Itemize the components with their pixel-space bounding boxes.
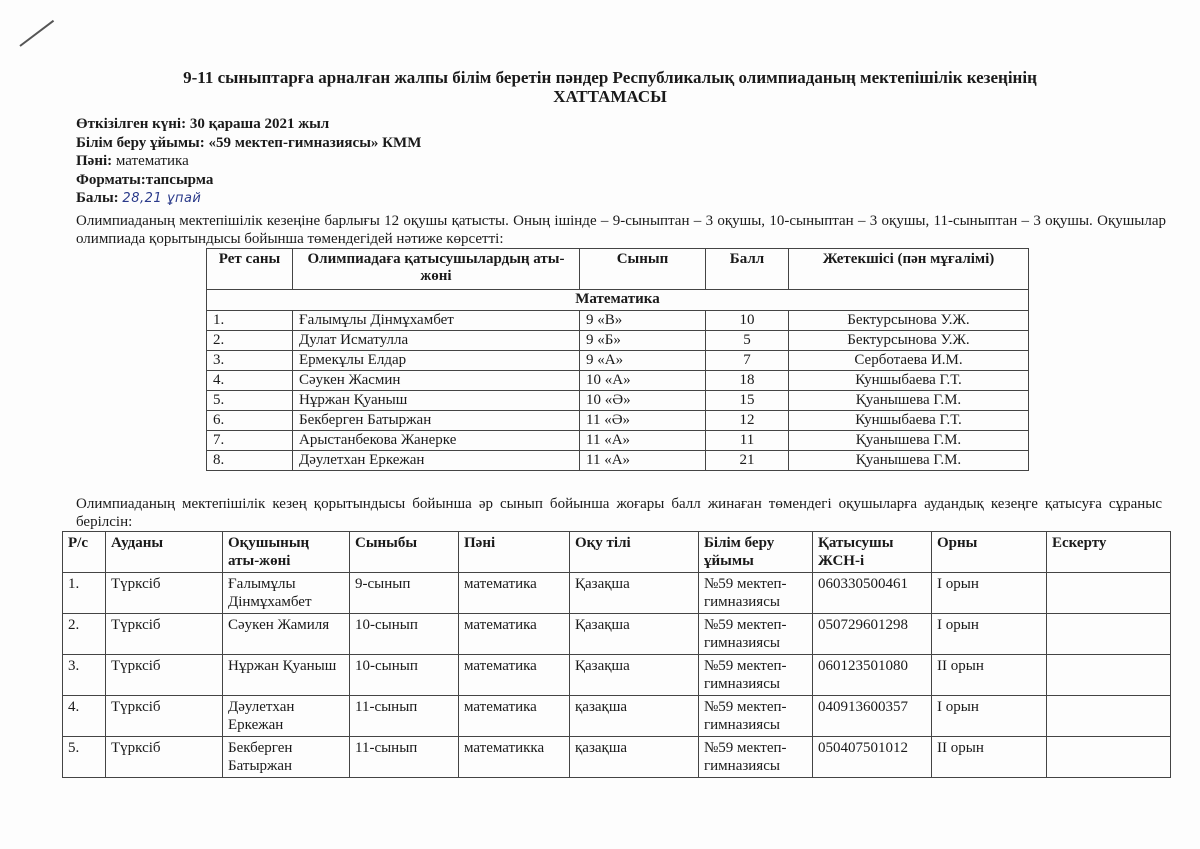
cell-score: 11 xyxy=(706,431,789,451)
subject-cell: Математика xyxy=(207,290,1029,311)
cell-index: 4. xyxy=(63,696,106,737)
cell-teacher: Куншыбаева Г.Т. xyxy=(789,411,1029,431)
cell-name: Бекберген Батыржан xyxy=(293,411,580,431)
cell-grade: 10-сынып xyxy=(350,655,459,696)
cell-teacher: Серботаева И.М. xyxy=(789,351,1029,371)
document-title xyxy=(60,68,1160,106)
table-row xyxy=(63,614,1171,655)
cell-order: 1. xyxy=(207,311,293,331)
cell-score: 5 xyxy=(706,331,789,351)
cell-teacher: Қуанышева Г.М. xyxy=(789,431,1029,451)
cell-name: Ермекұлы Елдар xyxy=(293,351,580,371)
cell-iin: 060123501080 xyxy=(813,655,932,696)
cell-language: Қазақша xyxy=(570,655,699,696)
cell-grade: 11-сынып xyxy=(350,696,459,737)
cell-index: 5. xyxy=(63,737,106,778)
cell-name: Дәулетхан Еркежан xyxy=(293,451,580,471)
header-district: Ауданы xyxy=(106,532,223,573)
cell-note xyxy=(1047,573,1171,614)
header-index: Р/с xyxy=(63,532,106,573)
cell-place: II орын xyxy=(932,737,1047,778)
title-line-1: 9-11 сыныптарға арналған жалпы білім беретін пәндер Республикалық олимпиаданың мектепішілік кезеңінің xyxy=(183,68,1037,87)
table-row xyxy=(207,411,1029,431)
date-line: Өткізілген күні: 30 қараша 2021 жыл xyxy=(76,116,330,132)
table-row xyxy=(207,351,1029,371)
subject-row xyxy=(207,290,1029,311)
cell-index: 2. xyxy=(63,614,106,655)
cell-student-name: Ғалымұлы Дінмұхамбет xyxy=(223,573,350,614)
table-row xyxy=(207,331,1029,351)
score-handwritten: 28,21 ұпай xyxy=(122,191,202,206)
document-meta xyxy=(76,115,421,209)
subject-value: математика xyxy=(112,153,189,169)
results-header-row xyxy=(207,249,1029,290)
title-line-2: ХАТТАМАСЫ xyxy=(553,87,667,106)
cell-teacher: Куншыбаева Г.Т. xyxy=(789,371,1029,391)
cell-subject: математика xyxy=(459,655,570,696)
cell-name: Сәукен Жасмин xyxy=(293,371,580,391)
cell-teacher: Қуанышева Г.М. xyxy=(789,391,1029,411)
cell-class: 9 «Б» xyxy=(580,331,706,351)
cell-place: I орын xyxy=(932,696,1047,737)
cell-note xyxy=(1047,655,1171,696)
format-line: Форматы:тапсырма xyxy=(76,171,214,188)
cell-subject: математика xyxy=(459,614,570,655)
cell-class: 9 «В» xyxy=(580,311,706,331)
cell-student-name: Бекберген Батыржан xyxy=(223,737,350,778)
cell-student-name: Сәукен Жамиля xyxy=(223,614,350,655)
table-row xyxy=(63,696,1171,737)
cell-iin: 050407501012 xyxy=(813,737,932,778)
header-iin: Қатысушы ЖСН-і xyxy=(813,532,932,573)
district-table xyxy=(62,531,1171,778)
cell-order: 4. xyxy=(207,371,293,391)
cell-language: қазақша xyxy=(570,737,699,778)
cell-score: 7 xyxy=(706,351,789,371)
cell-organization: №59 мектеп-гимназиясы xyxy=(699,573,813,614)
cell-language: қазақша xyxy=(570,696,699,737)
header-place: Орны xyxy=(932,532,1047,573)
cell-teacher: Бектурсынова У.Ж. xyxy=(789,311,1029,331)
cell-name: Дулат Исматулла xyxy=(293,331,580,351)
cell-index: 3. xyxy=(63,655,106,696)
header-class: Сынып xyxy=(580,249,706,290)
cell-order: 2. xyxy=(207,331,293,351)
cell-place: I орын xyxy=(932,573,1047,614)
cell-district: Түрксіб xyxy=(106,614,223,655)
district-stage-request: Олимпиаданың мектепішілік кезең қорытындысы бойынша әр сынып бойынша жоғары балл жинаған төмендегі оқушыларға аудандық кезеңге қатысуға сұраныс берілсін: xyxy=(76,496,1162,530)
cell-grade: 10-сынып xyxy=(350,614,459,655)
cell-subject: математика xyxy=(459,573,570,614)
cell-student-name: Дәулетхан Еркежан xyxy=(223,696,350,737)
cell-score: 21 xyxy=(706,451,789,471)
header-participant-name: Олимпиадаға қатысушылардың аты-жөні xyxy=(293,249,580,290)
cell-subject: математика xyxy=(459,696,570,737)
table-row xyxy=(207,311,1029,331)
cell-note xyxy=(1047,737,1171,778)
participants-summary: Олимпиаданың мектепішілік кезеңіне барлығы 12 оқушы қатысты. Оның ішінде – 9-сыныптан – 3 оқушы, 10-сыныптан – 3 оқушы, 11-сыныптан – 3 оқушы. Оқушылар олимпиада қорытындысы бойынша төмендегідей нәтиже көрсетті: xyxy=(76,213,1166,247)
cell-index: 1. xyxy=(63,573,106,614)
cell-place: I орын xyxy=(932,614,1047,655)
cell-score: 10 xyxy=(706,311,789,331)
cell-iin: 040913600357 xyxy=(813,696,932,737)
cell-district: Түрксіб xyxy=(106,737,223,778)
cell-subject: математикка xyxy=(459,737,570,778)
header-score: Балл xyxy=(706,249,789,290)
header-subject: Пәні xyxy=(459,532,570,573)
cell-name: Нұржан Қуаныш xyxy=(293,391,580,411)
cell-order: 7. xyxy=(207,431,293,451)
cell-class: 9 «А» xyxy=(580,351,706,371)
cell-note xyxy=(1047,696,1171,737)
cell-organization: №59 мектеп-гимназиясы xyxy=(699,737,813,778)
score-label: Балы: xyxy=(76,190,119,206)
cell-note xyxy=(1047,614,1171,655)
header-language: Оқу тілі xyxy=(570,532,699,573)
cell-score: 12 xyxy=(706,411,789,431)
table-row xyxy=(207,431,1029,451)
cell-iin: 060330500461 xyxy=(813,573,932,614)
pen-mark xyxy=(19,20,54,47)
organization-line: Білім беру ұйымы: «59 мектеп-гимназиясы» КММ xyxy=(76,134,422,151)
cell-order: 3. xyxy=(207,351,293,371)
cell-organization: №59 мектеп-гимназиясы xyxy=(699,655,813,696)
cell-teacher: Қуанышева Г.М. xyxy=(789,451,1029,471)
cell-place: II орын xyxy=(932,655,1047,696)
cell-class: 11 «А» xyxy=(580,451,706,471)
cell-class: 11 «А» xyxy=(580,431,706,451)
cell-organization: №59 мектеп-гимназиясы xyxy=(699,614,813,655)
subject-label: Пәні: xyxy=(76,153,113,169)
table-row xyxy=(207,391,1029,411)
cell-name: Арыстанбекова Жанерке xyxy=(293,431,580,451)
header-note: Ескерту xyxy=(1047,532,1171,573)
cell-language: Қазақша xyxy=(570,614,699,655)
table-row xyxy=(63,737,1171,778)
cell-organization: №59 мектеп-гимназиясы xyxy=(699,696,813,737)
cell-name: Ғалымұлы Дінмұхамбет xyxy=(293,311,580,331)
cell-order: 8. xyxy=(207,451,293,471)
header-order: Рет саны xyxy=(207,249,293,290)
cell-class: 10 «Ә» xyxy=(580,391,706,411)
cell-teacher: Бектурсынова У.Ж. xyxy=(789,331,1029,351)
cell-class: 10 «А» xyxy=(580,371,706,391)
cell-district: Түрксіб xyxy=(106,573,223,614)
cell-iin: 050729601298 xyxy=(813,614,932,655)
header-teacher: Жетекшісі (пән мұғалімі) xyxy=(789,249,1029,290)
table-row xyxy=(207,371,1029,391)
cell-district: Түрксіб xyxy=(106,696,223,737)
table-row xyxy=(207,451,1029,471)
district-header-row xyxy=(63,532,1171,573)
cell-order: 5. xyxy=(207,391,293,411)
header-grade: Сыныбы xyxy=(350,532,459,573)
results-table xyxy=(206,248,1029,471)
cell-score: 15 xyxy=(706,391,789,411)
cell-grade: 9-сынып xyxy=(350,573,459,614)
cell-grade: 11-сынып xyxy=(350,737,459,778)
header-organization: Білім беру ұйымы xyxy=(699,532,813,573)
cell-district: Түрксіб xyxy=(106,655,223,696)
header-student-name: Оқушының аты-жөні xyxy=(223,532,350,573)
cell-class: 11 «Ә» xyxy=(580,411,706,431)
cell-student-name: Нұржан Қуаныш xyxy=(223,655,350,696)
cell-language: Қазақша xyxy=(570,573,699,614)
table-row xyxy=(63,655,1171,696)
table-row xyxy=(63,573,1171,614)
cell-order: 6. xyxy=(207,411,293,431)
cell-score: 18 xyxy=(706,371,789,391)
